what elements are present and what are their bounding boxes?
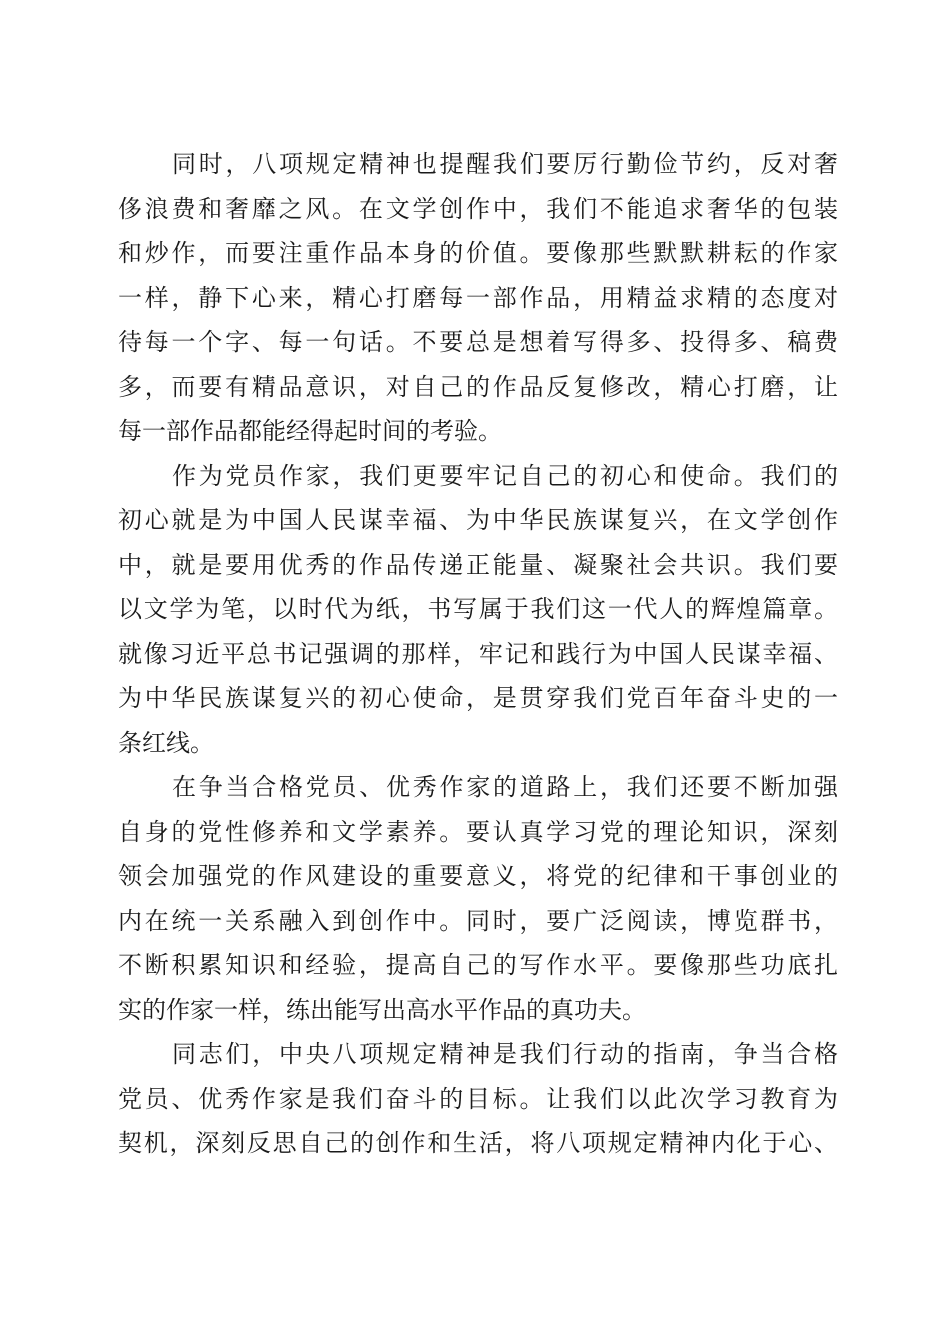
text-line: 同时，八项规定精神也提醒我们要厉行勤俭节约，反对奢 [172,150,838,178]
text-line: 实的作家一样，练出能写出高水平作品的真功夫。 [118,995,646,1024]
text-line: 多，而要有精品意识，对自己的作品反复修改，精心打磨，让 [118,372,838,401]
paragraph [118,1032,838,1166]
text-line: 党员、优秀作家是我们奋斗的目标。让我们以此次学习教育为 [118,1084,838,1113]
text-line: 每一部作品都能经得起时间的考验。 [118,417,502,445]
text-line: 自身的党性修养和文学素养。要认真学习党的理论知识，深刻 [118,817,838,846]
text-line: 契机，深刻反思自己的创作和生活，将八项规定精神内化于心、 [118,1129,838,1157]
paragraph [118,142,838,454]
paragraph [118,765,838,1032]
text-line: 就像习近平总书记强调的那样，牢记和践行为中国人民谋幸福、 [118,639,838,668]
text-line: 侈浪费和奢靡之风。在文学创作中，我们不能追求奢华的包装 [118,194,838,223]
body-text [118,142,838,1166]
text-line: 和炒作，而要注重作品本身的价值。要像那些默默耕耘的作家 [118,239,838,267]
text-line: 为中华民族谋复兴的初心使命，是贯穿我们党百年奋斗史的一 [118,684,838,712]
text-line: 同志们，中央八项规定精神是我们行动的指南，争当合格 [172,1040,838,1068]
text-line: 初心就是为中国人民谋幸福、为中华民族谋复兴，在文学创作 [118,506,838,534]
text-line: 作为党员作家，我们更要牢记自己的初心和使命。我们的 [172,461,838,490]
text-line: 以文学为笔，以时代为纸，书写属于我们这一代人的辉煌篇章。 [118,595,838,623]
text-line: 中，就是要用优秀的作品传递正能量、凝聚社会共识。我们要 [118,550,838,579]
text-line: 内在统一关系融入到创作中。同时，要广泛阅读，博览群书， [118,906,838,935]
text-line: 待每一个字、每一句话。不要总是想着写得多、投得多、稿费 [118,328,838,356]
text-line: 在争当合格党员、优秀作家的道路上，我们还要不断加强 [172,773,838,801]
text-line: 一样，静下心来，精心打磨每一部作品，用精益求精的态度对 [118,283,838,312]
text-line: 条红线。 [118,728,214,757]
paragraph [118,454,838,766]
text-line: 不断积累知识和经验，提高自己的写作水平。要像那些功底扎 [118,951,838,979]
text-line: 领会加强党的作风建设的重要意义，将党的纪律和干事创业的 [118,862,838,890]
